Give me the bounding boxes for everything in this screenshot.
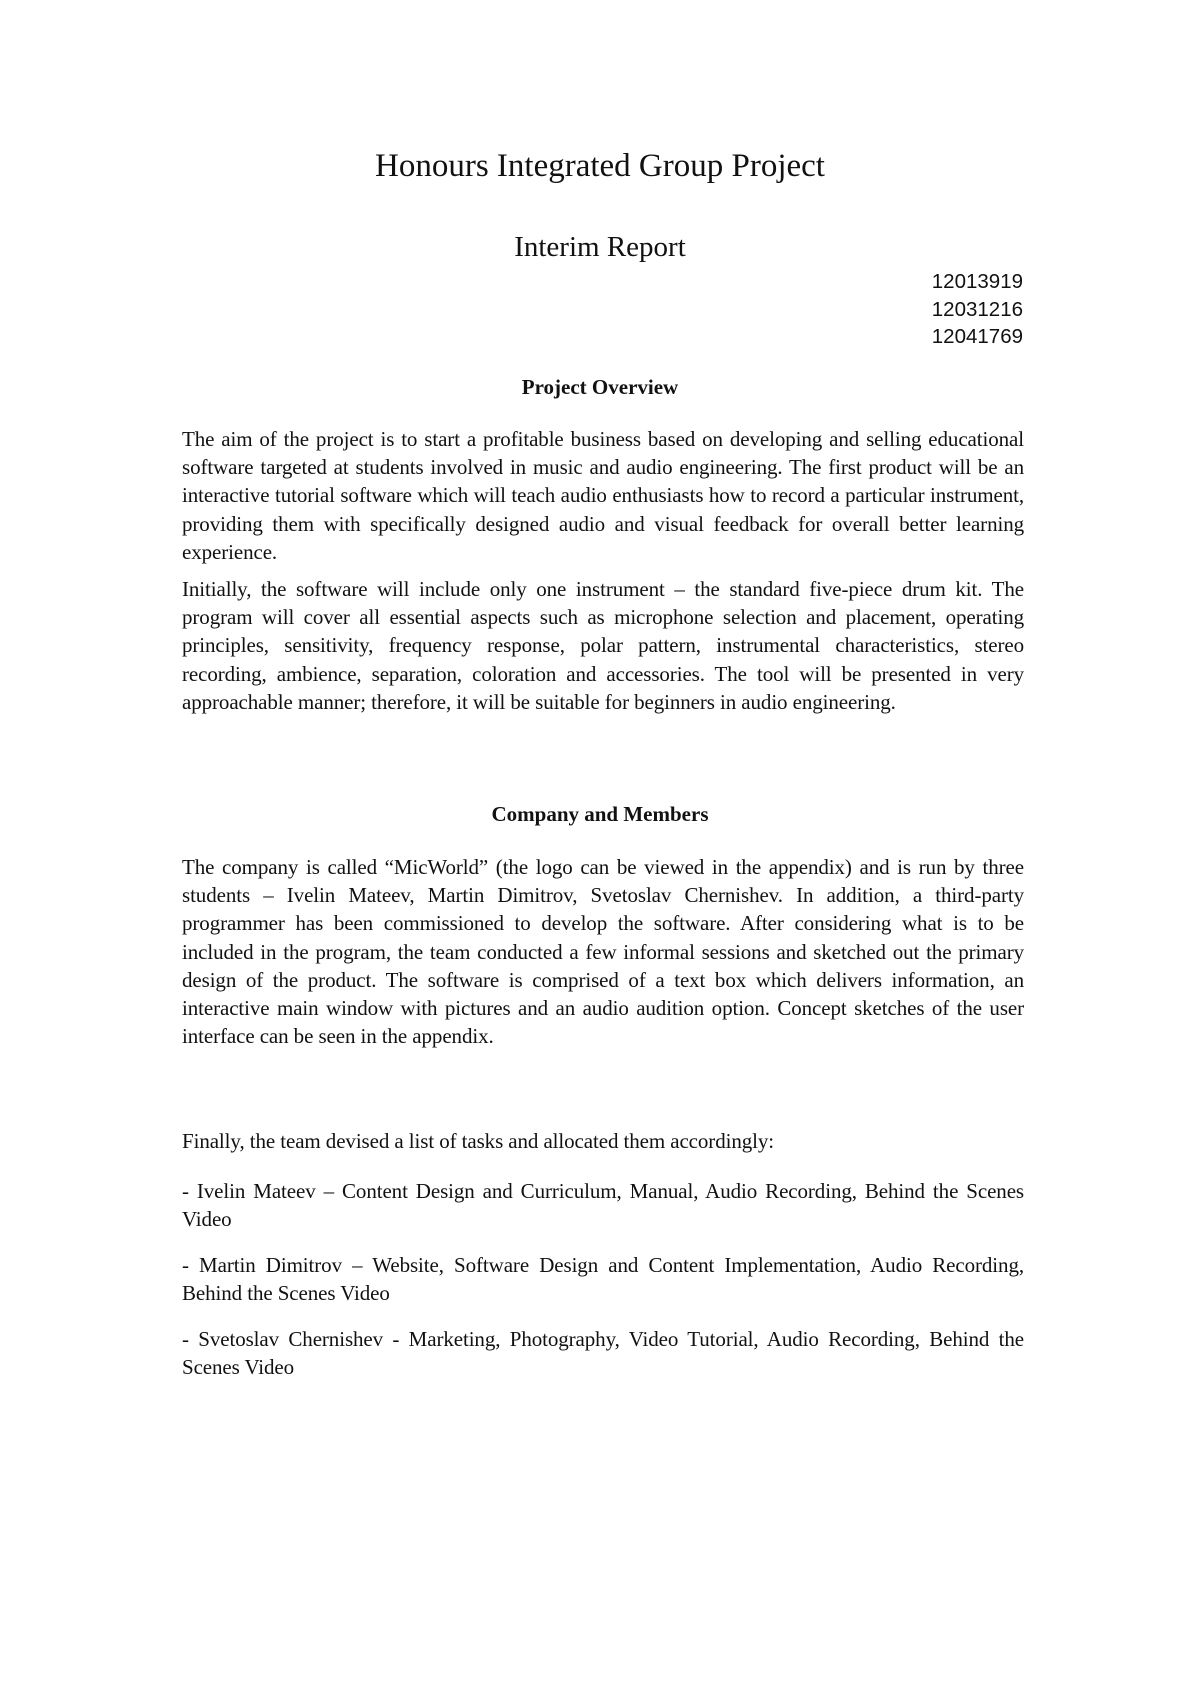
document-title: Honours Integrated Group Project	[375, 148, 825, 184]
project-overview-paragraph: Initially, the software will include only one instrument – the standard five-piece drum kit. The program will cover all essential aspects such as microphone selection and placement, operating principles, sensitivity, frequency response, polar pattern, instrumental characteristics, stereo recording, ambience, separation, coloration and accessories. The tool will be presented in very approachable manner; therefore, it will be suitable for beginners in audio engineering.	[182, 577, 1024, 714]
company-members-paragraph: The company is called “MicWorld” (the logo can be viewed in the appendix) and is run by three students – Ivelin Mateev, Martin Dimitrov, Svetoslav Chernishev. In addition, a third-party programmer has been commissioned to develop the software. After considering what is to be included in the program, the team conducted a few informal sessions and sketched out the primary design of the product. The software is comprised of a text box which delivers information, an interactive main window with pictures and an audio audition option. Concept sketches of the user interface can be seen in the appendix.	[182, 855, 1024, 1049]
project-overview-paragraph: The aim of the project is to start a profitable business based on developing and selling educational software targeted at students involved in music and audio engineering. The first product will be an interactive tutorial software which will teach audio enthusiasts how to record a particular instrument, providing them with specifically designed audio and visual feedback for overall better learning experience.	[182, 427, 1024, 564]
student-id: 12031216	[931, 297, 1023, 321]
task-item: - Ivelin Mateev – Content Design and Curriculum, Manual, Audio Recording, Behind the Scenes Video	[182, 1179, 1024, 1232]
student-id: 12013919	[931, 270, 1023, 293]
project-overview-heading: Project Overview	[521, 375, 679, 399]
task-allocation-intro: Finally, the team devised a list of tasks and allocated them accordingly:	[182, 1129, 775, 1153]
task-item: - Svetoslav Chernishev - Marketing, Photography, Video Tutorial, Audio Recording, Behind the Scenes Video	[182, 1327, 1024, 1380]
company-members-heading: Company and Members	[491, 802, 709, 826]
task-item: - Martin Dimitrov – Website, Software Design and Content Implementation, Audio Recording, Behind the Scenes Video	[182, 1253, 1024, 1306]
student-id: 12041769	[931, 325, 1023, 348]
document-subtitle: Interim Report	[514, 231, 686, 263]
student-id-list	[932, 268, 1023, 351]
